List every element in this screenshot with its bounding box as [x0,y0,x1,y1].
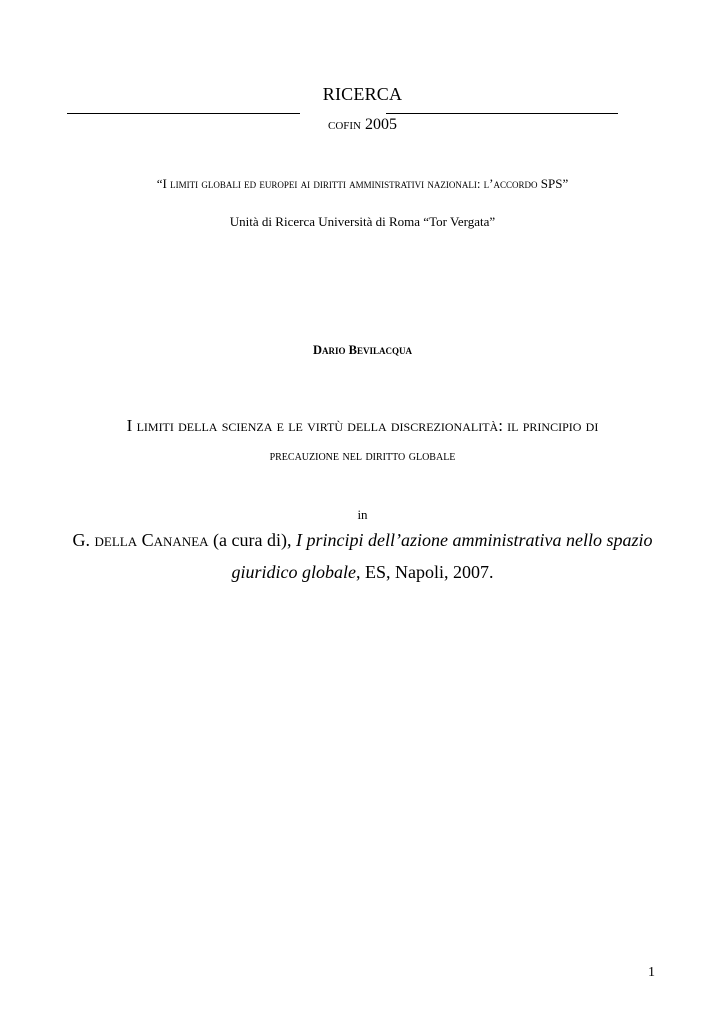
cofin-line [0,116,725,134]
project-title: “I limiti globali ed europei ai diritti amministrativi nazionali: l’accordo SPS” [156,176,569,191]
research-heading: RICERCA [322,84,403,104]
heading-rule-right [386,113,618,114]
cofin-label: cofin [327,116,361,133]
publisher-info: , ES, Napoli, 2007. [356,562,494,582]
book-title-part-1: I principi dell’azione amministrativa nello spazio [295,530,653,550]
page-number: 1 [648,965,655,980]
paper-title-line-2: precauzione nel diritto globale [269,449,456,464]
reference-line-2 [0,562,725,583]
reference-line-1 [0,530,725,551]
author-name: Dario Bevilacqua [313,343,412,357]
book-title-part-2: giuridico globale [231,562,356,582]
paper-title-line-1: I limiti della scienza e le virtù della discrezionalità: il principio di [126,416,599,435]
in-label: in [357,507,368,522]
editor-name: G. della Cananea [72,530,209,550]
cofin-year: 2005 [365,116,397,133]
editor-role: (a cura di), [208,530,296,550]
research-unit: Unità di Ricerca Università di Roma “Tor Vergata” [229,214,496,229]
heading-rule-left [67,113,300,114]
